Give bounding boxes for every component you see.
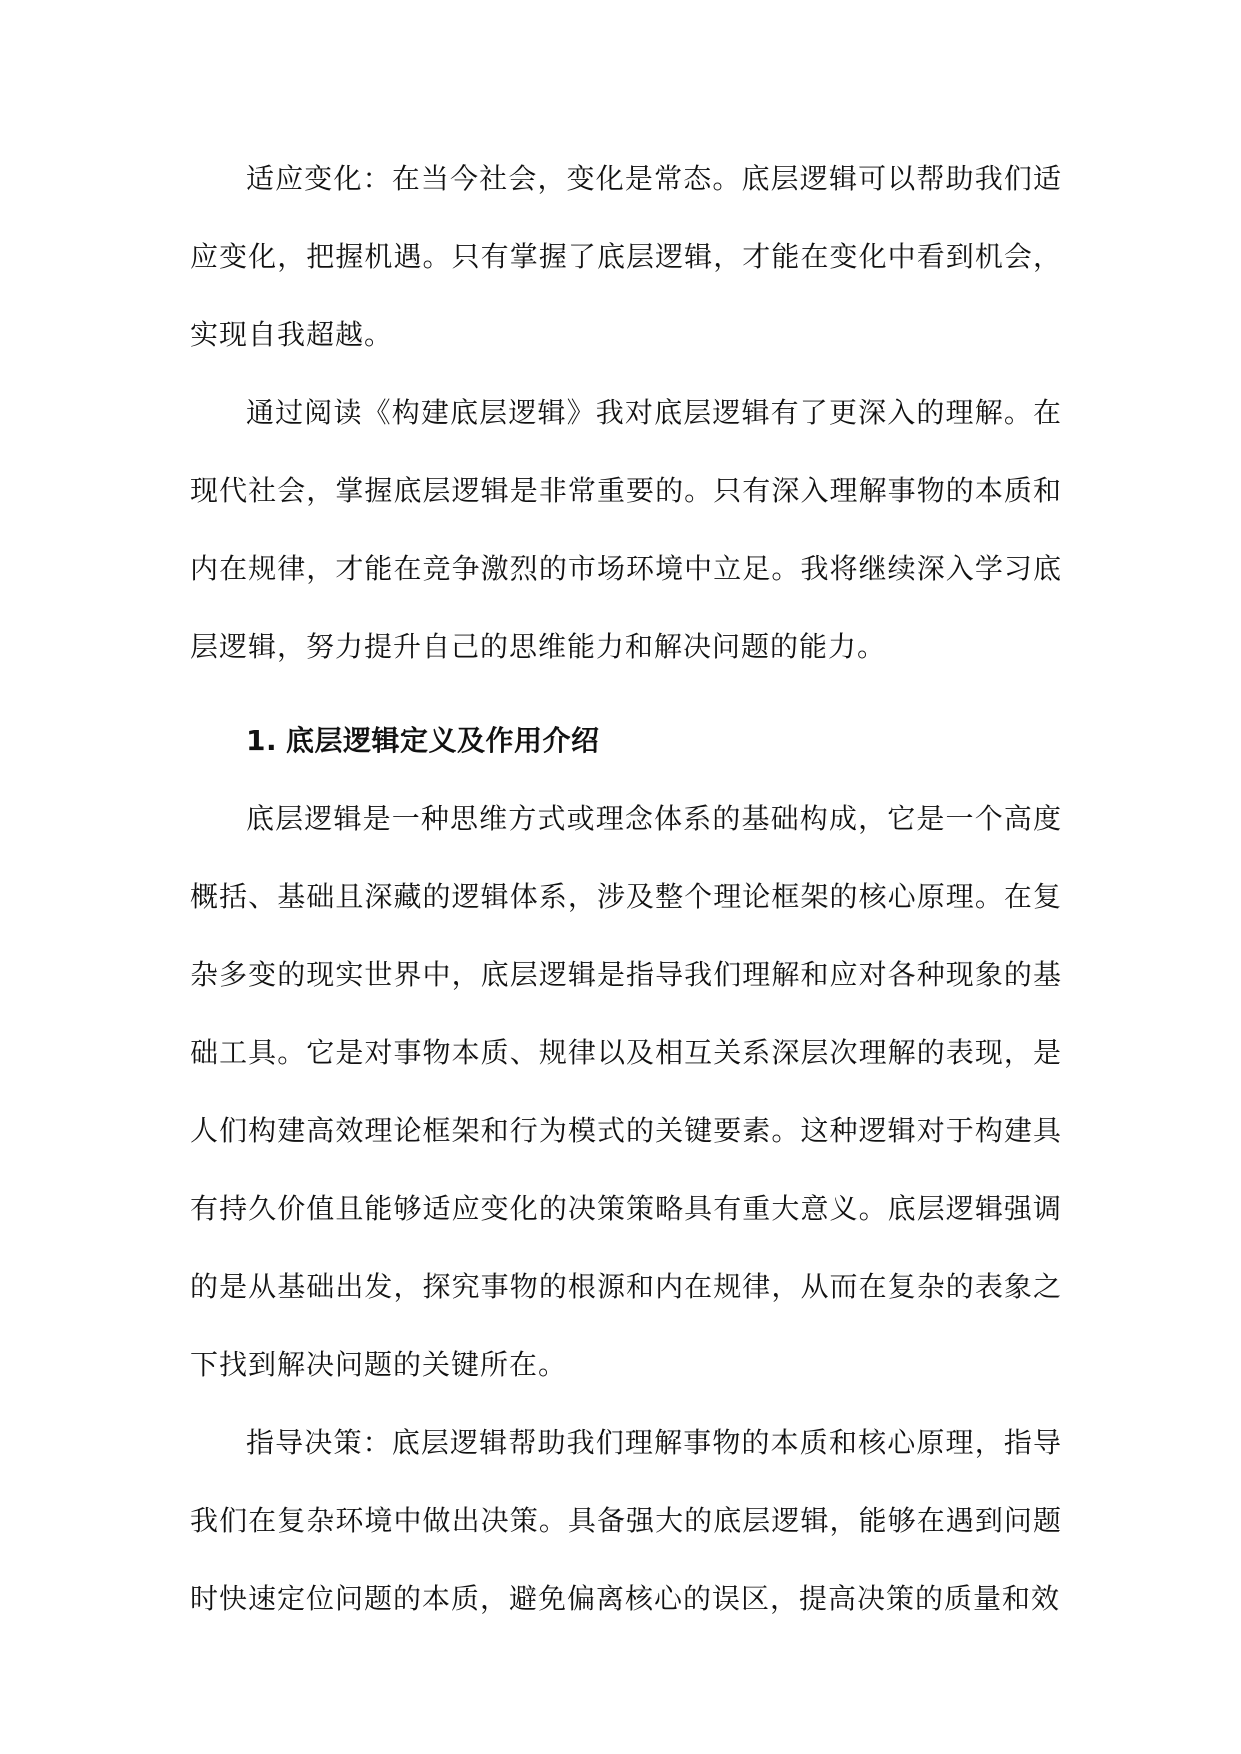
- document-body: [190, 140, 1062, 1638]
- section-title: 底层逻辑定义及作用介绍: [286, 724, 600, 757]
- paragraph-adapt-to-change: 适应变化：在当今社会，变化是常态。底层逻辑可以帮助我们适应变化，把握机遇。只有掌握了底层逻辑，才能在变化中看到机会，实现自我超越。: [190, 162, 1062, 351]
- paragraph-definition: 底层逻辑是一种思维方式或理念体系的基础构成，它是一个高度概括、基础且深藏的逻辑体系，涉及整个理论框架的核心原理。在复杂多变的现实世界中，底层逻辑是指导我们理解和应对各种现象的基础工具。它是对事物本质、规律以及相互关系深层次理解的表现，是人们构建高效理论框架和行为模式的关键要素。这种逻辑对于构建具有持久价值且能够适应变化的决策策略具有重大意义。底层逻辑强调的是从基础出发，探究事物的根源和内在规律，从而在复杂的表象之下找到解决问题的关键所在。: [190, 802, 1062, 1381]
- paragraph-guide-decisions: 指导决策：底层逻辑帮助我们理解事物的本质和核心原理，指导我们在复杂环境中做出决策。具备强大的底层逻辑，能够在遇到问题时快速定位问题的本质，避免偏离核心的误区，提高决策的质量和效: [190, 1426, 1062, 1615]
- section-number: 1.: [246, 724, 278, 757]
- section-heading: [190, 702, 1062, 780]
- paragraph-reading-reflection: 通过阅读《构建底层逻辑》我对底层逻辑有了更深入的理解。在现代社会，掌握底层逻辑是非常重要的。只有深入理解事物的本质和内在规律，才能在竞争激烈的市场环境中立足。我将继续深入学习底层逻辑，努力提升自己的思维能力和解决问题的能力。: [190, 396, 1062, 663]
